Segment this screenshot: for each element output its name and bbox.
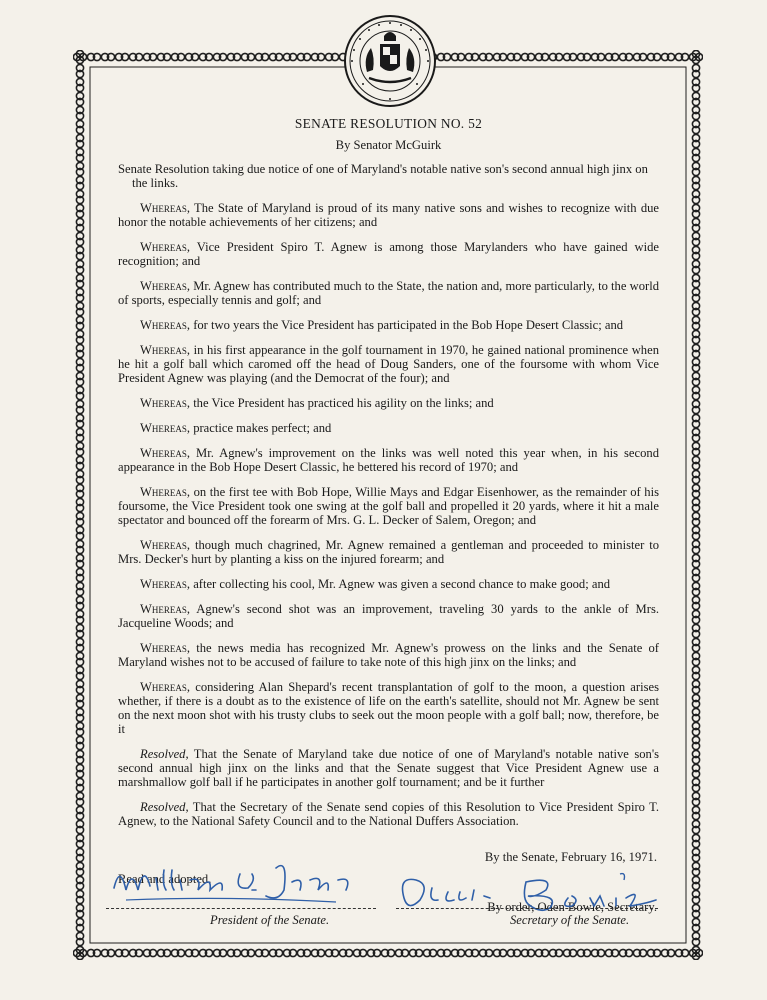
whereas-keyword: Whereas [140, 680, 187, 694]
whereas-clause [118, 343, 659, 385]
whereas-text: , Vice President Spiro T. Agnew is among those Marylanders who have gained wide recognition; and [118, 240, 659, 268]
whereas-text: , after collecting his cool, Mr. Agnew was given a second chance to make good; and [186, 577, 611, 591]
president-signature-line [106, 908, 376, 909]
resolved-clause [118, 747, 659, 789]
whereas-clause [118, 279, 659, 307]
resolution-body [118, 115, 659, 914]
resolved-keyword: Resolved, [140, 800, 189, 814]
whereas-clause [118, 577, 659, 591]
whereas-clause [118, 641, 659, 669]
whereas-keyword: Whereas [140, 641, 187, 655]
whereas-text: , on the first tee with Bob Hope, Willie Mays and Edgar Eisenhower, as the remainder of his foursome, the Vice President took one swing at the golf ball and propelled it 20 yards, where it hit a male spectator and bounced off the forearm of Mrs. G. L. Decker of Salem, Oregon; and [118, 485, 659, 527]
whereas-text: , Agnew's second shot was an improvement, traveling 30 yards to the ankle of Mrs. Jacqueline Woods; and [118, 602, 659, 630]
whereas-keyword: Whereas [140, 318, 187, 332]
whereas-keyword: Whereas [140, 446, 187, 460]
whereas-text: , the news media has recognized Mr. Agnew's prowess on the links and the Senate of Maryland wishes not to be accused of failure to take note of this high jinx on the links; and [118, 641, 659, 669]
whereas-keyword: Whereas [140, 396, 187, 410]
whereas-text: , Mr. Agnew has contributed much to the State, the nation and, more particularly, to the world of sports, especially tennis and golf; and [118, 279, 659, 307]
whereas-text: , for two years the Vice President has participated in the Bob Hope Desert Classic; and [186, 318, 624, 332]
whereas-keyword: Whereas [140, 602, 187, 616]
whereas-keyword: Whereas [140, 485, 187, 499]
whereas-keyword: Whereas [140, 201, 187, 215]
resolution-summary: Senate Resolution taking due notice of one of Maryland's notable native son's second annual high jinx on the links. [118, 162, 648, 190]
resolution-sponsor: By Senator McGuirk [335, 138, 442, 152]
whereas-text: , though much chagrined, Mr. Agnew remained a gentleman and proceeded to minister to Mrs. Decker's hurt by planting a kiss on the injured forearm; and [118, 538, 659, 566]
whereas-text: , considering Alan Shepard's recent transplantation of golf to the moon, a question arises whether, if there is a doubt as to the existence of life on the earth's satellite, should not Mr. Agnew be sent on the next moon shot with his trusty clubs to seek out the moon people with a golf ball; now, therefore, be it [118, 680, 659, 736]
signature-block [106, 848, 666, 938]
secretary-signature-line [396, 908, 658, 909]
resolved-text: That the Secretary of the Senate send copies of this Resolution to Vice President Spiro T. Agnew, to the National Safety Council and to the National Duffers Association. [118, 800, 659, 828]
resolved-clause [118, 800, 659, 828]
whereas-clause [118, 240, 659, 268]
whereas-clause [118, 396, 659, 410]
whereas-clause [118, 318, 659, 332]
resolved-keyword: Resolved, [140, 747, 189, 761]
adoption-date: By the Senate, February 16, 1971. [484, 850, 657, 864]
whereas-clause [118, 201, 659, 229]
whereas-text: , the Vice President has practiced his agility on the links; and [186, 396, 494, 410]
whereas-keyword: Whereas [140, 343, 187, 357]
whereas-clause [118, 680, 659, 736]
whereas-clause [118, 485, 659, 527]
maryland-seal-icon [343, 14, 437, 108]
whereas-clause [118, 421, 659, 435]
whereas-keyword: Whereas [140, 538, 187, 552]
whereas-text: , Mr. Agnew's improvement on the links was well noted this year when, in his second appearance in the Bob Hope Desert Classic, he bettered his record of 1970; and [118, 446, 659, 474]
whereas-text: , in his first appearance in the golf tournament in 1970, he gained national prominence when he hit a golf ball which caromed off the head of Doug Sanders, one of the foursome with whom Vice President Agnew was playing (and the Democrat of the four); and [118, 343, 659, 385]
whereas-clause [118, 538, 659, 566]
whereas-keyword: Whereas [140, 421, 187, 435]
whereas-clause [118, 446, 659, 474]
whereas-keyword: Whereas [140, 577, 187, 591]
whereas-text: , practice makes perfect; and [186, 421, 332, 435]
by-order-line: By order, Oden Bowie, Secretary. [487, 900, 657, 914]
whereas-keyword: Whereas [140, 240, 187, 254]
read-and-adopted: Read and adopted. [118, 872, 212, 886]
resolved-text: That the Senate of Maryland take due notice of one of Maryland's notable native son's second annual high jinx on the links and that the Senate suggest that Vice President Agnew use a marshmallow golf ball if he participates in another golf tournament; and be it further [118, 747, 659, 789]
whereas-keyword: Whereas [140, 279, 187, 293]
whereas-text: , The State of Maryland is proud of its many native sons and wishes to recognize with due honor the notable achievements of her citizens; and [118, 201, 659, 229]
president-caption: President of the Senate. [210, 913, 330, 927]
whereas-clause [118, 602, 659, 630]
president-signature [106, 850, 366, 920]
secretary-caption: Secretary of the Senate. [510, 913, 630, 927]
resolution-title: SENATE RESOLUTION NO. 52 [294, 116, 483, 131]
